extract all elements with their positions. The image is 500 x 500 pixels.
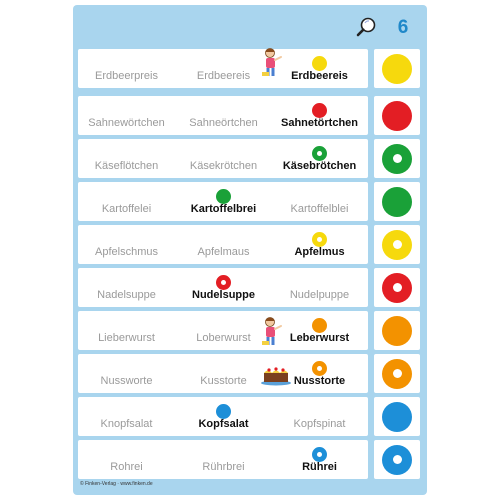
answer-dot-icon (382, 54, 412, 84)
solution-dot-icon (312, 146, 327, 161)
word-option[interactable] (175, 139, 272, 178)
word-option[interactable] (271, 182, 368, 221)
answer-box[interactable] (374, 49, 420, 88)
word-option[interactable] (271, 139, 368, 178)
solution-dot-icon (312, 318, 327, 333)
word-label: Apfelschmus (95, 246, 158, 258)
answer-dot-icon (382, 101, 412, 131)
word-option[interactable] (78, 225, 175, 264)
word-label: Sahnetörtchen (280, 117, 358, 129)
word-label: Erdbeerpreis (95, 70, 158, 82)
word-label: Kartoffelei (101, 203, 152, 215)
word-label: Sahneörtchen (189, 117, 258, 129)
solution-dot-icon (312, 447, 327, 462)
word-label: Käsekrötchen (189, 160, 258, 172)
word-label: Kartoffelblei (290, 203, 349, 215)
word-option[interactable] (78, 268, 175, 307)
answer-box[interactable] (374, 354, 420, 393)
exercise-row (78, 397, 368, 436)
word-option[interactable] (78, 354, 175, 393)
word-label: Knopfsalat (100, 418, 153, 430)
solution-dot-icon (216, 404, 231, 419)
word-option[interactable] (175, 225, 272, 264)
word-label: Nadelsuppe (97, 289, 156, 301)
exercise-row (78, 139, 368, 178)
word-option[interactable] (271, 268, 368, 307)
answer-box[interactable] (374, 268, 420, 307)
answer-box[interactable] (374, 96, 420, 135)
word-option[interactable] (78, 182, 175, 221)
word-option[interactable] (175, 182, 272, 221)
word-label: Kopfspinat (293, 418, 346, 430)
word-option[interactable] (271, 440, 368, 479)
cake-icon (260, 362, 292, 391)
answer-dot-icon (382, 359, 412, 389)
answer-dot-icon (382, 144, 412, 174)
solution-dot-icon (312, 56, 327, 71)
word-label: Erdbeereis (196, 70, 251, 82)
answer-dot-icon (382, 316, 412, 346)
word-label: Apfelmus (294, 246, 345, 258)
solution-dot-icon (312, 103, 327, 118)
word-option[interactable] (271, 225, 368, 264)
exercise-row (78, 440, 368, 479)
word-label: Rührbrei (202, 461, 245, 473)
word-option[interactable] (78, 311, 175, 350)
answer-box[interactable] (374, 139, 420, 178)
girl-icon (259, 315, 285, 352)
word-label: Rührei (302, 461, 337, 473)
answer-dot-icon (382, 187, 412, 217)
exercise-row (78, 311, 368, 350)
word-label: Nudelpuppe (289, 289, 350, 301)
answer-box[interactable] (374, 182, 420, 221)
exercise-row (78, 225, 368, 264)
exercise-row (78, 182, 368, 221)
answer-box[interactable] (374, 225, 420, 264)
solution-dot-icon (216, 189, 231, 204)
exercise-row (78, 354, 368, 393)
word-label: Kopfsalat (198, 418, 249, 430)
word-label: Käsebrötchen (282, 160, 357, 172)
word-option[interactable] (271, 311, 368, 350)
word-option[interactable] (175, 354, 272, 393)
exercise-row (78, 268, 368, 307)
word-option[interactable] (271, 49, 368, 88)
word-label: Nudelsuppe (192, 289, 255, 301)
solution-dot-icon (312, 232, 327, 247)
word-label: Nussworte (100, 375, 153, 387)
word-label: Loberwurst (196, 332, 251, 344)
exercise-row (78, 96, 368, 135)
word-label: Kartoffelbrei (190, 203, 257, 215)
page-number: 6 (397, 17, 409, 38)
word-label: Rohrei (110, 461, 143, 473)
word-option[interactable] (78, 139, 175, 178)
word-option[interactable] (78, 440, 175, 479)
solution-dot-icon (216, 275, 231, 290)
word-option[interactable] (175, 268, 272, 307)
answer-dot-icon (382, 273, 412, 303)
word-label: Sahnewörtchen (88, 117, 165, 129)
footer-credit: © Finken-Verlag · www.finken.de (80, 481, 153, 487)
magnifier-icon (355, 16, 377, 38)
word-label: Nusstorte (293, 375, 346, 387)
answer-dot-icon (382, 230, 412, 260)
word-option[interactable] (175, 96, 272, 135)
word-option[interactable] (78, 96, 175, 135)
answer-dot-icon (382, 445, 412, 475)
word-option[interactable] (175, 397, 272, 436)
answer-dot-icon (382, 402, 412, 432)
answer-box[interactable] (374, 397, 420, 436)
exercise-row (78, 49, 368, 88)
word-label: Kusstorte (200, 375, 247, 387)
word-option[interactable] (271, 397, 368, 436)
word-option[interactable] (78, 49, 175, 88)
word-option[interactable] (175, 311, 272, 350)
solution-dot-icon (312, 361, 327, 376)
word-label: Apfelmaus (197, 246, 250, 258)
word-label: Käseflötchen (94, 160, 159, 172)
word-label: Erdbeereis (291, 70, 348, 82)
word-option[interactable] (175, 49, 272, 88)
word-label: Leberwurst (289, 332, 350, 344)
answer-box[interactable] (374, 311, 420, 350)
word-option[interactable] (78, 397, 175, 436)
word-option[interactable] (175, 440, 272, 479)
word-option[interactable] (271, 96, 368, 135)
answer-box[interactable] (374, 440, 420, 479)
girl-icon (259, 46, 285, 83)
word-label: Lieberwurst (98, 332, 155, 344)
